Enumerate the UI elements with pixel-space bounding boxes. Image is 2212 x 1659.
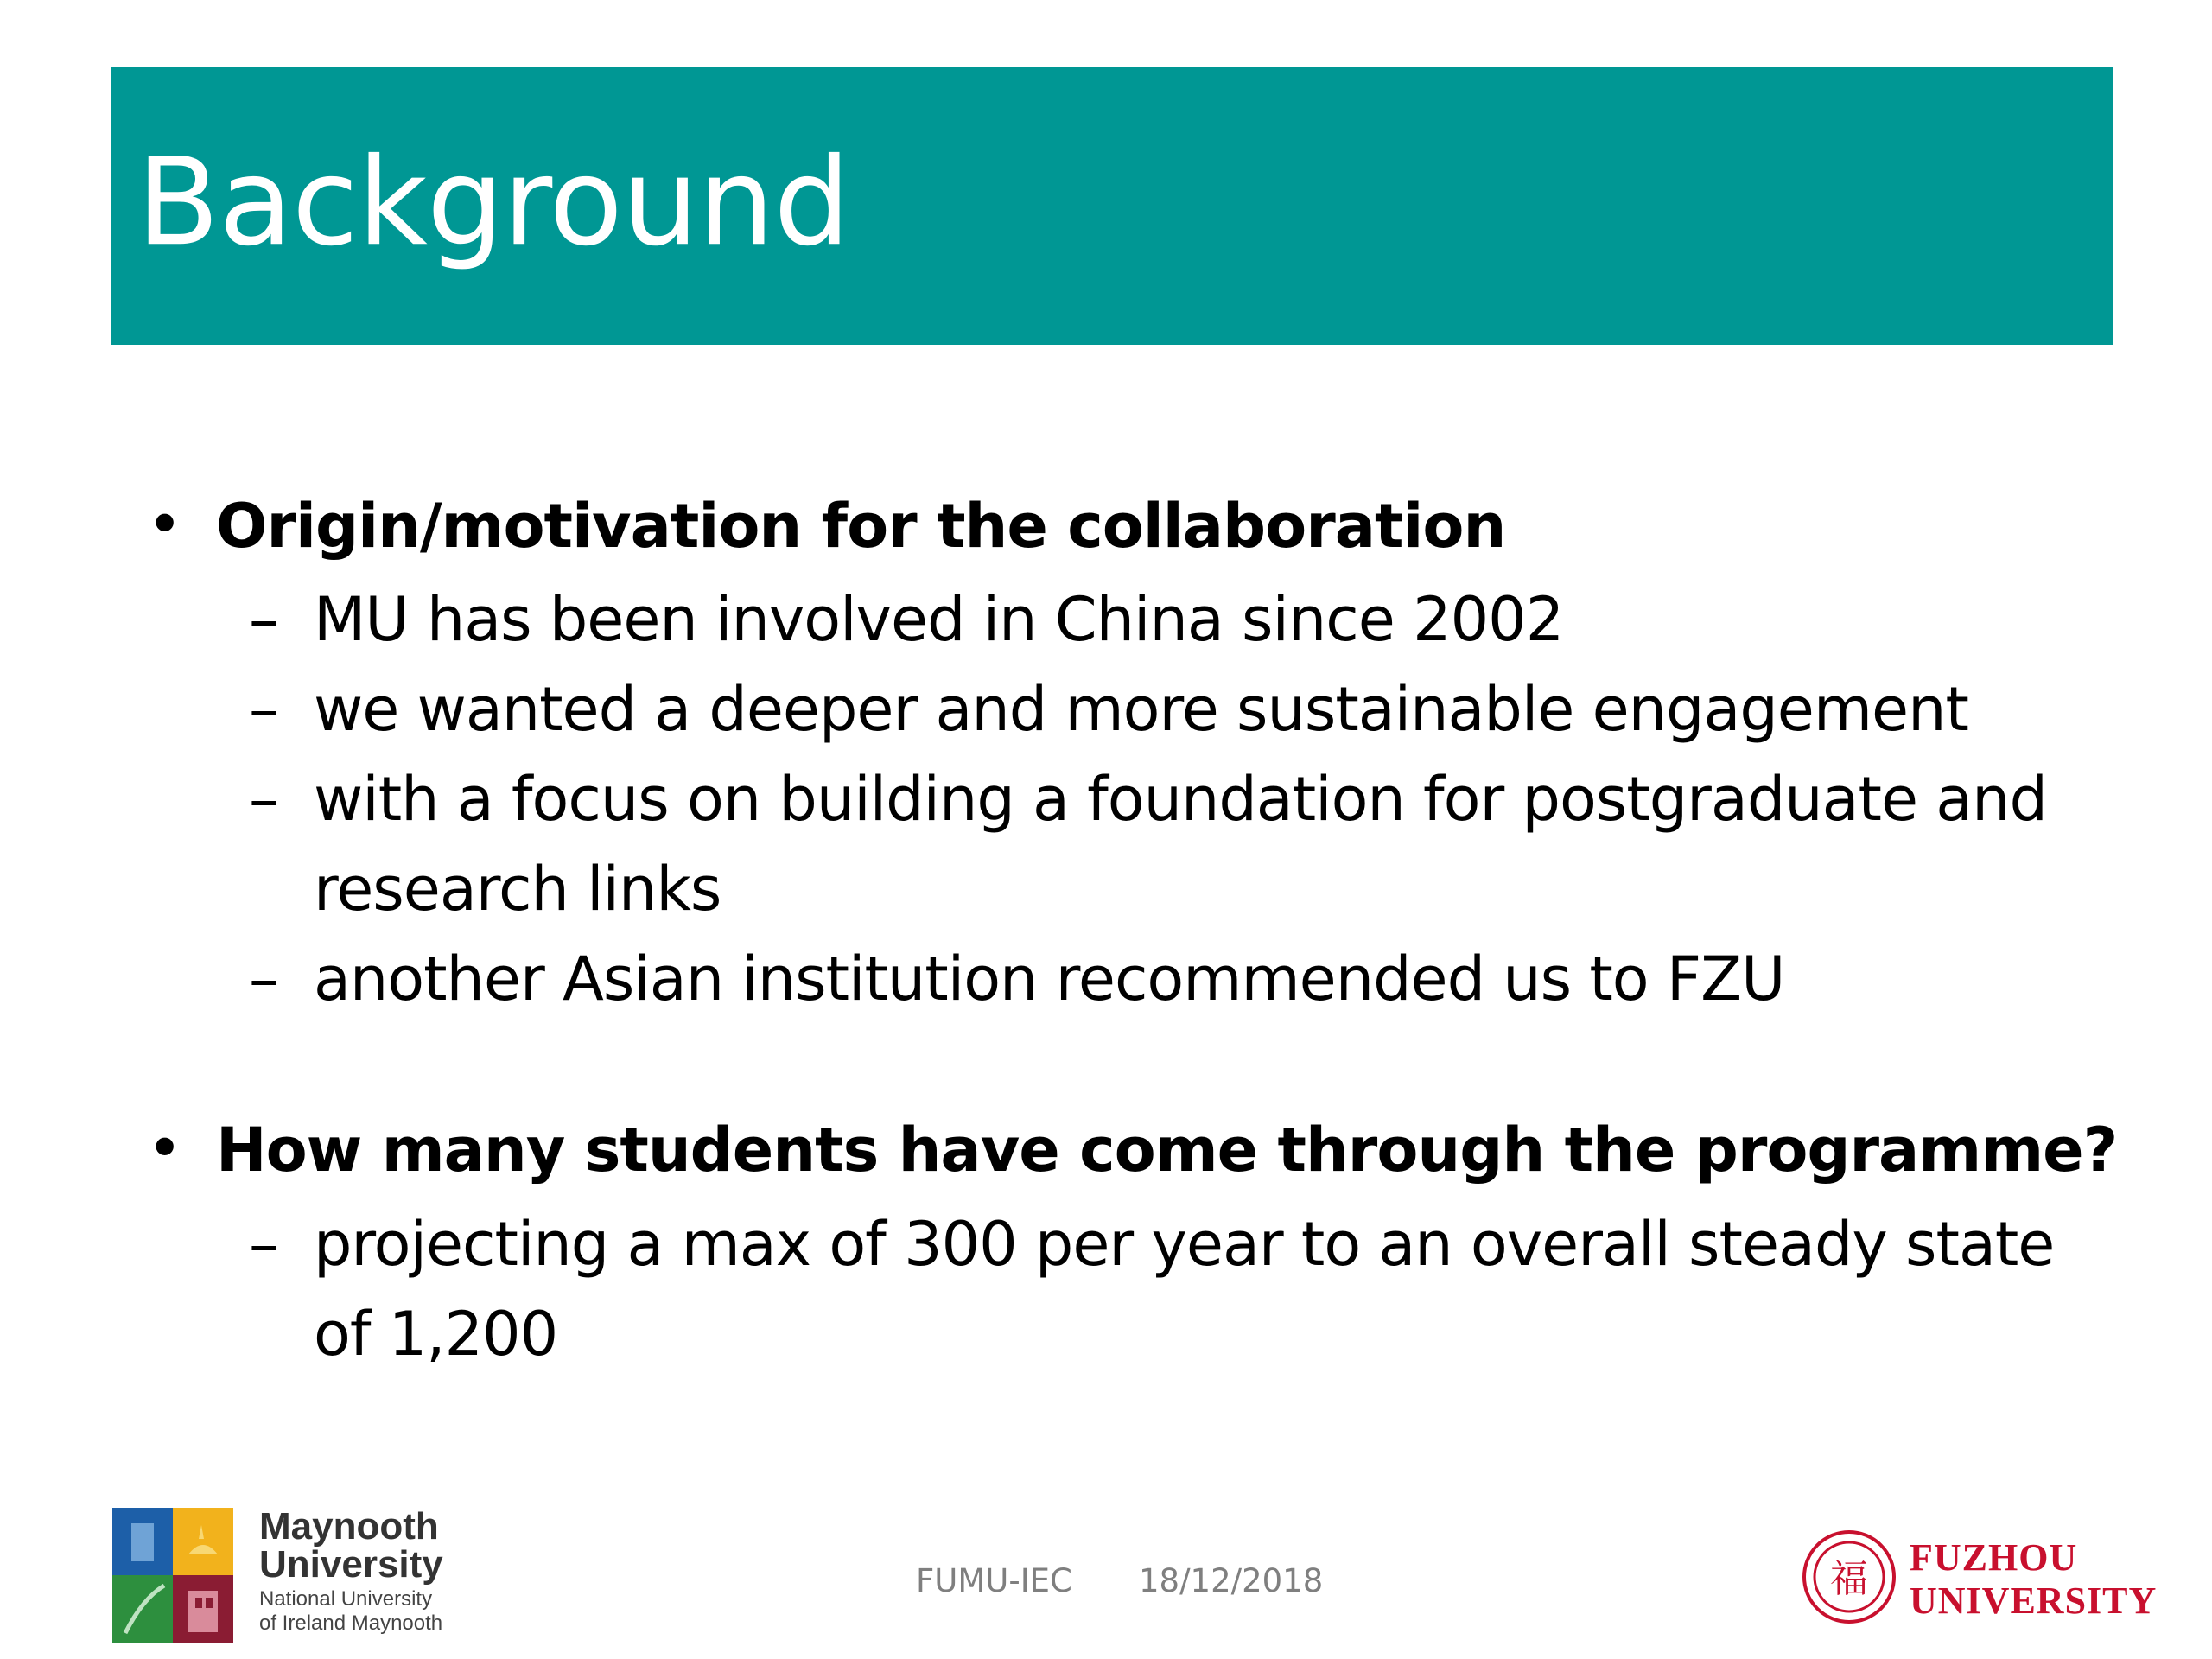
- maynooth-name: [259, 1505, 443, 1586]
- dash-icon: –: [249, 1209, 278, 1280]
- sub-bullet-continuation: [314, 1289, 557, 1379]
- fuzhou-name-line1: FUZHOU: [1910, 1536, 2078, 1579]
- sub-bullet: [249, 754, 2047, 844]
- bullet-icon: •: [147, 1113, 182, 1184]
- sub-bullet-text: research links: [314, 854, 721, 925]
- bullet-heading-text: Origin/motivation for the collaboration: [216, 491, 1506, 562]
- maynooth-name-line2: University: [259, 1543, 443, 1586]
- maynooth-crest-icon: [112, 1508, 242, 1646]
- fuzhou-name: [1910, 1536, 2157, 1623]
- sub-bullet: [249, 664, 1968, 754]
- sub-bullet-text: we wanted a deeper and more sustainable engagement: [314, 674, 1968, 745]
- sub-bullet: [249, 1199, 2055, 1289]
- fuzhou-name-line2: UNIVERSITY: [1910, 1580, 2158, 1622]
- bullet-heading-text: How many students have come through the programme?: [216, 1115, 2118, 1185]
- fuzhou-emblem-char: 福: [1830, 1557, 1868, 1601]
- sub-bullet: [249, 934, 1785, 1024]
- sub-bullet-text: MU has been involved in China since 2002: [314, 584, 1564, 655]
- maynooth-name-line1: Maynooth: [259, 1505, 439, 1548]
- maynooth-sub-line1: National University: [259, 1587, 433, 1611]
- footer-label: FUMU-IEC: [916, 1562, 1072, 1599]
- dash-icon: –: [249, 944, 278, 1014]
- bullet-heading: [147, 1113, 2118, 1185]
- fuzhou-emblem-icon: [1802, 1529, 1897, 1624]
- footer-date: 18/12/2018: [1139, 1562, 1324, 1599]
- fuzhou-logo: [1802, 1529, 2158, 1633]
- sub-bullet-text: another Asian institution recommended us to FZU: [314, 944, 1785, 1014]
- sub-bullet: [249, 575, 1564, 664]
- dash-icon: –: [249, 764, 278, 835]
- sub-bullet-text: projecting a max of 300 per year to an overall steady state: [314, 1209, 2055, 1280]
- bullet-heading: [147, 489, 1506, 562]
- title-bar: [111, 67, 2113, 345]
- maynooth-logo: [112, 1505, 458, 1646]
- dash-icon: –: [249, 674, 278, 745]
- slide-title: Background: [137, 132, 850, 274]
- maynooth-sub-line2: of Ireland Maynooth: [259, 1611, 443, 1635]
- sub-bullet-text: with a focus on building a foundation for postgraduate and: [314, 764, 2047, 835]
- bullet-icon: •: [147, 489, 182, 560]
- sub-bullet-continuation: [314, 844, 721, 934]
- dash-icon: –: [249, 584, 278, 655]
- sub-bullet-text: of 1,200: [314, 1299, 558, 1370]
- maynooth-subtitle: [259, 1587, 442, 1636]
